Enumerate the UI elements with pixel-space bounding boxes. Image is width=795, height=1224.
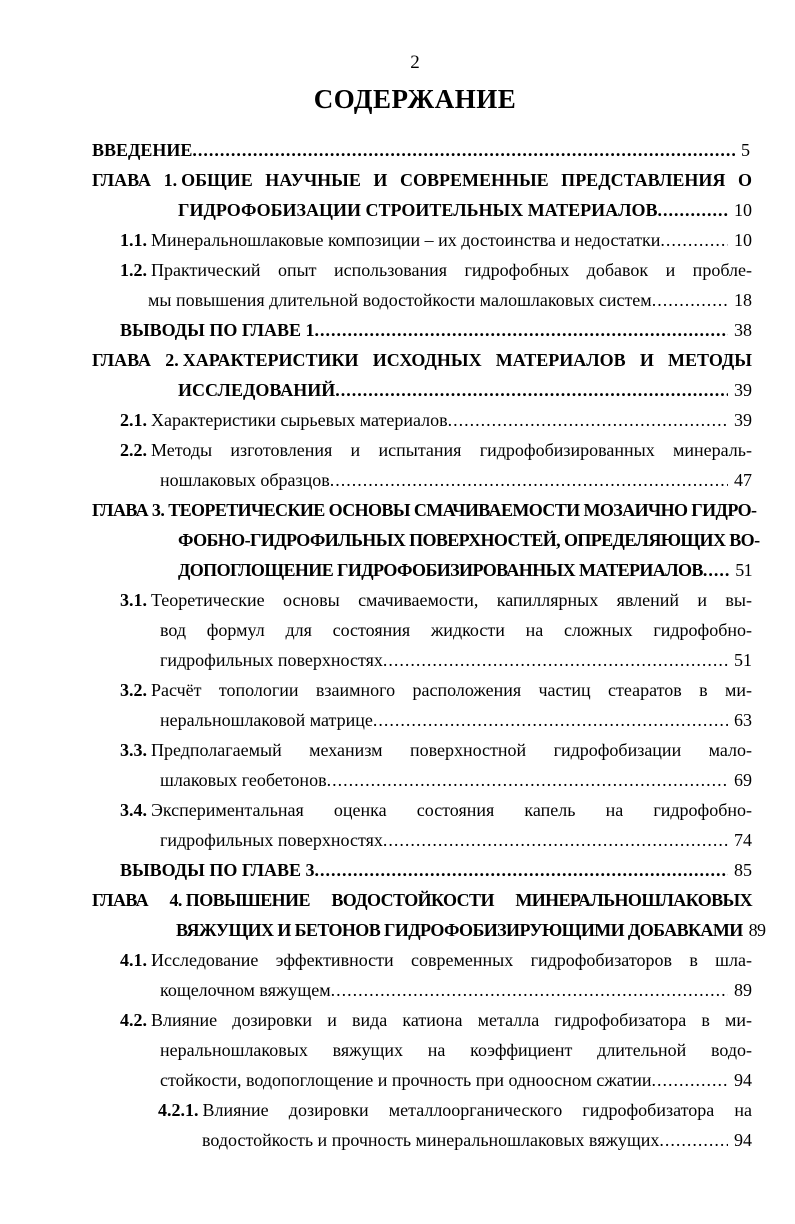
toc-entry-line xyxy=(120,738,752,762)
toc-entry-line xyxy=(158,1098,752,1122)
toc-entry-text: стойкости, водопоглощение и прочность при одноосном сжатии xyxy=(160,1070,652,1090)
toc-leader-dots xyxy=(192,138,735,162)
toc-entry-number: 1.2. xyxy=(120,260,147,280)
toc-entry-number: 3.1. xyxy=(120,590,147,610)
toc-entry-last-line xyxy=(160,648,752,672)
page-title: СОДЕРЖАНИЕ xyxy=(313,84,517,114)
toc-entry-text: ИССЛЕДОВАНИЙ xyxy=(178,380,336,400)
toc-leader-dots xyxy=(660,228,728,252)
toc-entry-line xyxy=(160,1038,752,1062)
toc-entry-last-line xyxy=(120,408,752,432)
toc-entry-line xyxy=(120,438,752,462)
toc-entry-number: 4.2.1. xyxy=(158,1100,199,1120)
toc-entry-text: ФОБНО-ГИДРОФИЛЬНЫХ ПОВЕРХНОСТЕЙ, ОПРЕДЕЛЯЮЩИХ ВО- xyxy=(178,530,760,550)
toc-entry-last-line xyxy=(160,468,752,492)
toc-entry-text: Влияние дозировки и вида катиона металла гидрофобизатора в ми- xyxy=(151,1010,752,1030)
toc-page-number: 89 xyxy=(748,920,766,940)
toc-entry-number: 2.1. xyxy=(120,410,147,430)
toc-entry-line xyxy=(120,798,752,822)
toc-entry-text: Методы изготовления и испытания гидрофобизированных минераль- xyxy=(151,440,752,460)
toc-page-number: 10 xyxy=(734,230,752,250)
toc-entry-number: 4.2. xyxy=(120,1010,147,1030)
toc-entry-text: вод формул для состояния жидкости на сложных гидрофобно- xyxy=(160,620,752,640)
toc-entry-number: ГЛАВА 3. xyxy=(92,500,165,520)
toc-entry-line xyxy=(120,678,752,702)
toc-page-number: 38 xyxy=(734,320,752,340)
toc-entry-text: Практический опыт использования гидрофобных добавок и пробле- xyxy=(151,260,752,280)
toc-leader-dots xyxy=(658,198,728,222)
toc-entry-last-line xyxy=(160,768,752,792)
toc-entry-text: мы повышения длительной водостойкости малошлаковых систем xyxy=(148,290,652,310)
toc-leader-dots xyxy=(652,288,728,312)
toc-leader-dots xyxy=(448,408,728,432)
toc-entry-line xyxy=(160,618,752,642)
toc-entry-text: ГИДРОФОБИЗАЦИИ СТРОИТЕЛЬНЫХ МАТЕРИАЛОВ xyxy=(178,200,658,220)
toc-leader-dots xyxy=(335,378,728,402)
toc-entry-text: гидрофильных поверхностях xyxy=(160,830,383,850)
toc-entry-text: Расчёт топологии взаимного расположения частиц стеаратов в ми- xyxy=(151,680,752,700)
toc-leader-dots xyxy=(331,978,728,1002)
toc-page-number: 39 xyxy=(734,410,752,430)
toc-entry-number: 1.1. xyxy=(120,230,147,250)
toc-leader-dots xyxy=(703,558,729,582)
toc-entry-text: гидрофильных поверхностях xyxy=(160,650,383,670)
toc-leader-dots xyxy=(659,1128,728,1152)
toc-entry-text: Характеристики сырьевых материалов xyxy=(151,410,448,430)
toc-entry-line xyxy=(120,588,752,612)
toc-entry-line xyxy=(92,498,757,522)
toc-entry-text: Теоретические основы смачиваемости, капиллярных явлений и вы- xyxy=(151,590,752,610)
toc-entry-text: неральношлаковых вяжущих на коэффициент длительной водо- xyxy=(160,1040,752,1060)
toc-entry-text: неральношлаковой матрице xyxy=(160,710,373,730)
toc-entry-text: шлаковых геобетонов xyxy=(160,770,327,790)
toc-entry-text: ДОПОГЛОЩЕНИЕ ГИДРОФОБИЗИРОВАННЫХ МАТЕРИАЛОВ xyxy=(178,560,703,580)
toc-entry-number: ГЛАВА 2. xyxy=(92,350,179,370)
toc-entry-text: Экспериментальная оценка состояния капель на гидрофобно- xyxy=(151,800,752,820)
toc-page-number: 94 xyxy=(734,1070,752,1090)
toc-leader-dots xyxy=(383,828,728,852)
toc-entry-text: кощелочном вяжущем xyxy=(160,980,331,1000)
toc-entry-number: ГЛАВА 4. xyxy=(92,890,182,910)
toc-entry-last-line xyxy=(148,288,752,312)
toc-page-number: 94 xyxy=(734,1130,752,1150)
toc-entry-text: ВВЕДЕНИЕ xyxy=(92,140,193,160)
toc-entry-text: ВЯЖУЩИХ И БЕТОНОВ ГИДРОФОБИЗИРУЮЩИМИ ДОБАВКАМИ xyxy=(176,920,743,940)
toc-entry-number: 3.3. xyxy=(120,740,147,760)
toc-entry-text: ТЕОРЕТИЧЕСКИЕ ОСНОВЫ СМАЧИВАЕМОСТИ МОЗАИЧНО ГИДРО- xyxy=(168,500,757,520)
toc-page-number: 89 xyxy=(734,980,752,1000)
toc-entry-text: ХАРАКТЕРИСТИКИ ИСХОДНЫХ МАТЕРИАЛОВ И МЕТОДЫ xyxy=(182,350,752,370)
toc-entry-last-line xyxy=(178,558,752,582)
toc-entry-last-line xyxy=(92,138,750,162)
toc-entry-last-line xyxy=(160,828,752,852)
toc-page-number: 74 xyxy=(734,830,752,850)
toc-entry-last-line xyxy=(178,378,752,402)
toc-page-number: 85 xyxy=(734,860,752,880)
toc-leader-dots xyxy=(327,768,728,792)
toc-entry-text: ношлаковых образцов xyxy=(160,470,330,490)
toc-page-number: 5 xyxy=(741,140,750,160)
toc-entry-text: Влияние дозировки металлоорганического гидрофобизатора на xyxy=(202,1100,752,1120)
toc-entry-number: 4.1. xyxy=(120,950,147,970)
toc-entry-last-line xyxy=(120,228,752,252)
toc-entry-number: 2.2. xyxy=(120,440,147,460)
toc-page-number: 10 xyxy=(734,200,752,220)
toc-entry-text: ПОВЫШЕНИЕ ВОДОСТОЙКОСТИ МИНЕРАЛЬНОШЛАКОВЫХ xyxy=(185,890,752,910)
toc-entry-text: ВЫВОДЫ ПО ГЛАВЕ 1 xyxy=(120,320,315,340)
toc-leader-dots xyxy=(330,468,728,492)
toc-leader-dots xyxy=(315,858,728,882)
toc-entry-line xyxy=(92,888,752,912)
toc-entry-number: ГЛАВА 1. xyxy=(92,170,178,190)
toc-entry-line xyxy=(120,1008,752,1032)
toc-entry-line xyxy=(120,258,752,282)
toc-page-number: 69 xyxy=(734,770,752,790)
toc-page-number: 47 xyxy=(734,470,752,490)
toc-entry-line xyxy=(178,528,760,552)
toc-page-number: 51 xyxy=(735,560,752,580)
toc-leader-dots xyxy=(651,1068,728,1092)
toc-page-number: 39 xyxy=(734,380,752,400)
toc-page-number: 18 xyxy=(734,290,752,310)
toc-page-number: 51 xyxy=(734,650,752,670)
toc-entry-line xyxy=(92,168,752,192)
toc-entry-line xyxy=(120,948,752,972)
toc-leader-dots xyxy=(383,648,728,672)
toc-leader-dots xyxy=(373,708,728,732)
toc-entry-text: Предполагаемый механизм поверхностной гидрофобизации мало- xyxy=(151,740,752,760)
toc-entry-text: Минеральношлаковые композиции – их достоинства и недостатки xyxy=(151,230,661,250)
toc-entry-last-line xyxy=(178,198,752,222)
toc-leader-dots xyxy=(315,318,728,342)
toc-entry-last-line xyxy=(160,1068,752,1092)
toc-entry-last-line xyxy=(120,318,752,342)
toc-entry-last-line xyxy=(160,708,752,732)
toc-entry-text: ВЫВОДЫ ПО ГЛАВЕ 3 xyxy=(120,860,315,880)
toc-entry-text: водостойкость и прочность минеральношлаковых вяжущих xyxy=(202,1130,660,1150)
page-number: 2 xyxy=(410,52,420,73)
toc-page-number: 63 xyxy=(734,710,752,730)
toc-entry-last-line xyxy=(120,858,752,882)
toc-entry-number: 3.2. xyxy=(120,680,147,700)
toc-entry-text: Исследование эффективности современных гидрофобизаторов в шла- xyxy=(151,950,752,970)
toc-entry-text: ОБЩИЕ НАУЧНЫЕ И СОВРЕМЕННЫЕ ПРЕДСТАВЛЕНИЯ О xyxy=(181,170,752,190)
toc-entry-number: 3.4. xyxy=(120,800,147,820)
toc-entry-last-line xyxy=(202,1128,752,1152)
toc-entry-last-line xyxy=(160,978,752,1002)
toc-entry-last-line xyxy=(176,918,766,942)
toc-entry-line xyxy=(92,348,752,372)
